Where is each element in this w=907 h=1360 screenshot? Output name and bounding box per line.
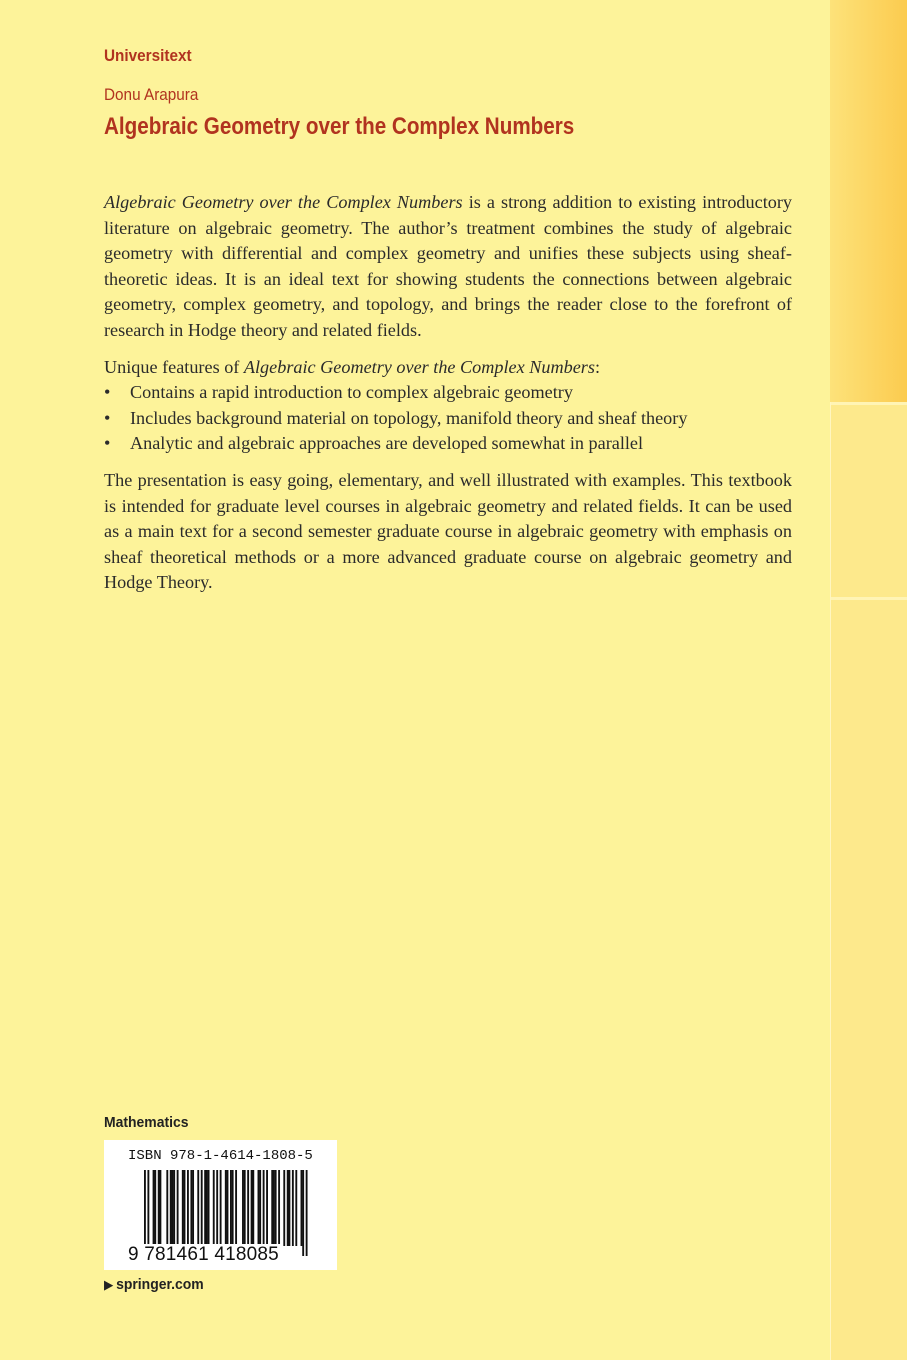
series-name: Universitext (104, 46, 192, 65)
barcode-bar (159, 1170, 161, 1246)
barcode-bar (306, 1170, 308, 1256)
paragraph-1-text: is a strong addition to existing introductory literature on algebraic geometry. The author’s treatment combines the study of algebraic geometry with differential and complex geometry and unifies these subjects using sheaf-theoretic ideas. It is an ideal text for showing students the connections between algebraic geometry, complex geometry, and topology, and brings the reader close to the forefront of research in Hodge theory and related fields. (104, 192, 792, 340)
barcode-bar (177, 1170, 179, 1246)
list-item (104, 431, 792, 457)
spine-divider-top (831, 402, 907, 405)
barcode-bar (154, 1170, 156, 1246)
inline-book-title: Algebraic Geometry over the Complex Numbers (104, 192, 463, 212)
description-paragraph-3: The presentation is easy going, elementary, and well illustrated with examples. This textbook is intended for graduate level courses in algebraic geometry and related fields. It can be used as a main text for a second semester graduate course in algebraic geometry with emphasis on sheaf theoretical methods or a more advanced graduate course on algebraic geometry and Hodge Theory. (104, 469, 792, 593)
barcode-bar (278, 1170, 280, 1246)
barcode-bar (197, 1170, 199, 1246)
barcode-bar (247, 1170, 249, 1246)
barcode-bar (206, 1170, 208, 1246)
barcode-bar (230, 1170, 232, 1246)
publisher-website[interactable] (104, 1276, 204, 1293)
barcode-bar (153, 1170, 155, 1246)
barcode-bar (232, 1170, 234, 1246)
barcode-bar (187, 1170, 189, 1246)
feature-text: Includes background material on topology, manifold theory and sheaf theory (130, 407, 688, 428)
barcode-bar (263, 1170, 265, 1246)
barcode-bar (173, 1170, 175, 1246)
barcode-bar (170, 1170, 172, 1246)
book-title: Algebraic Geometry over the Complex Numbers (104, 113, 575, 140)
barcode-bar (184, 1170, 186, 1246)
barcode-bar (273, 1170, 275, 1246)
features-intro (104, 355, 792, 381)
barcode-bar (252, 1170, 254, 1246)
features-list (104, 380, 792, 457)
website-text: springer.com (116, 1276, 204, 1293)
spine-orange-band (830, 0, 907, 402)
list-item (104, 406, 792, 432)
barcode-bar (271, 1170, 273, 1246)
barcode-bar (259, 1170, 261, 1246)
barcode-bar (302, 1170, 304, 1256)
barcode-bar (190, 1170, 192, 1246)
barcode-bar (192, 1170, 194, 1246)
barcode-bar (287, 1170, 289, 1246)
description (104, 190, 792, 596)
bullet-icon: • (104, 382, 111, 403)
barcode-bar (242, 1170, 244, 1246)
barcode-bar (258, 1170, 260, 1246)
play-arrow-icon: ▶ (104, 1277, 114, 1292)
feature-text: Contains a rapid introduction to complex algebraic geometry (130, 382, 573, 403)
isbn-barcode (104, 1140, 337, 1270)
barcode-bar (208, 1170, 210, 1246)
barcode-bar (220, 1170, 222, 1246)
barcode-bar (275, 1170, 277, 1246)
author-name: Donu Arapura (104, 85, 199, 104)
bullet-icon: • (104, 433, 111, 454)
barcode-bar (292, 1170, 294, 1246)
features-intro-prefix: Unique features of (104, 356, 244, 377)
spine-divider-bottom (831, 597, 907, 600)
barcode-bar (283, 1170, 285, 1246)
barcode-bar (301, 1170, 303, 1246)
barcode-bar (172, 1170, 174, 1246)
bullet-icon: • (104, 407, 111, 428)
barcode-bar (182, 1170, 184, 1246)
barcode-bar (158, 1170, 160, 1246)
barcode-bar (204, 1170, 206, 1246)
features-intro-title: Algebraic Geometry over the Complex Numbers (243, 356, 595, 377)
barcode-bar (201, 1170, 203, 1246)
barcode-bar (244, 1170, 246, 1246)
barcode-bar (295, 1170, 297, 1246)
description-paragraph-1 (104, 190, 792, 344)
barcode-bar (216, 1170, 218, 1246)
barcode-bar (251, 1170, 253, 1246)
feature-text: Analytic and algebraic approaches are developed somewhat in parallel (130, 433, 644, 454)
isbn-label: ISBN 978-1-4614-1808-5 (128, 1148, 313, 1164)
features-intro-suffix: : (594, 356, 600, 377)
barcode-bar (266, 1170, 268, 1246)
barcode-bar (166, 1170, 168, 1246)
list-item (104, 380, 792, 406)
subject-category: Mathematics (104, 1114, 189, 1131)
barcode-bar (288, 1170, 290, 1246)
barcode-digits: 9 781461 418085 (128, 1244, 279, 1265)
barcode-bar (213, 1170, 215, 1246)
barcode-bar (235, 1170, 237, 1246)
